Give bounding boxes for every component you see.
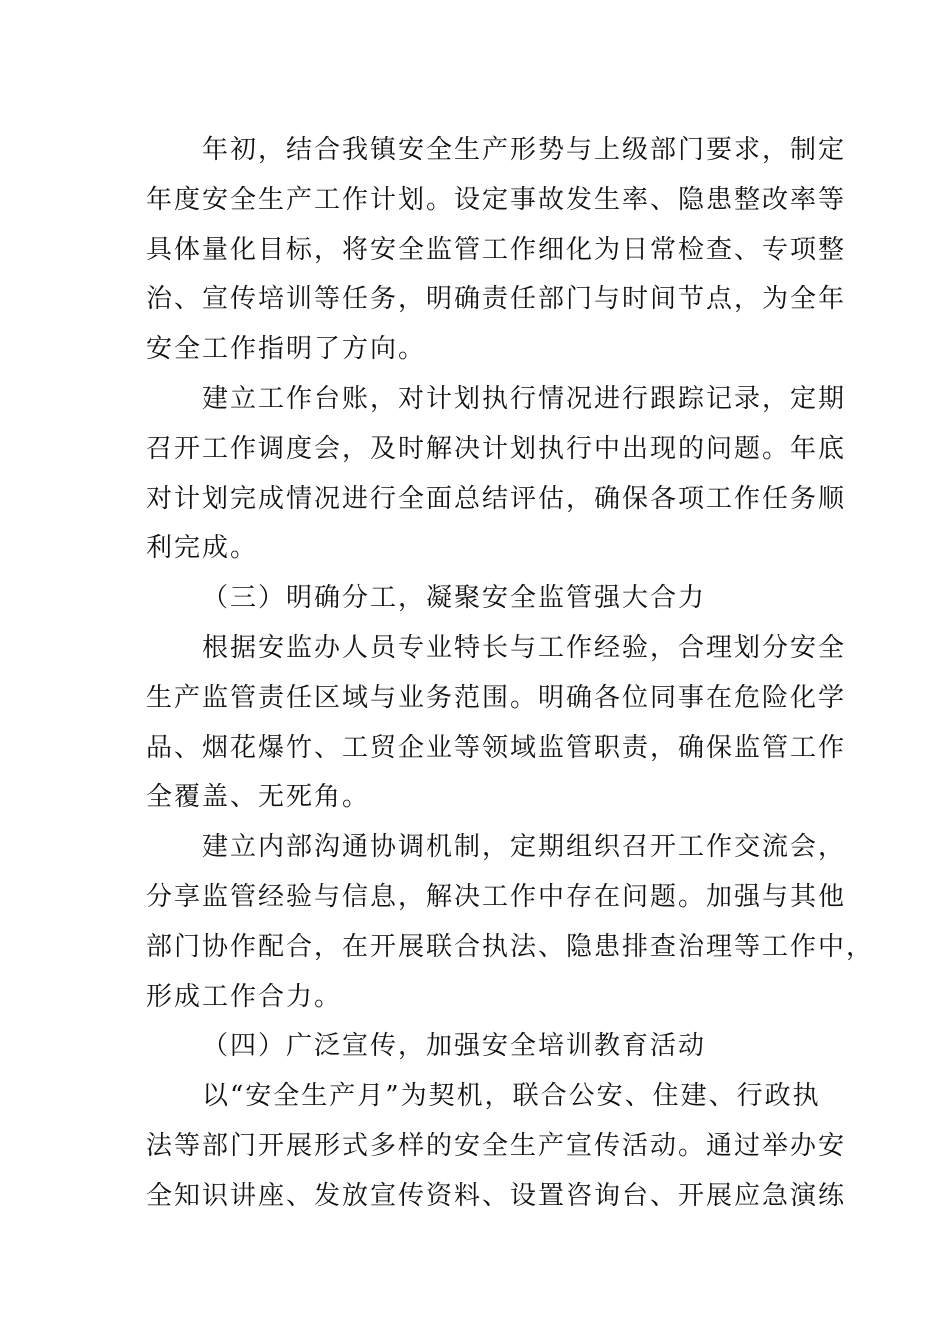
text-line: 对计划完成情况进行全面总结评估，确保各项工作任务顺	[146, 483, 847, 514]
text-line: 品、烟花爆竹、工贸企业等领域监管职责，确保监管工作	[146, 732, 847, 763]
text-line: 生产监管责任区域与业务范围。明确各位同事在危险化学	[146, 682, 847, 713]
text-line: 治、宣传培训等任务，明确责任部门与时间节点，为全年	[146, 284, 847, 315]
text-line: 部门协作配合，在开展联合执法、隐患排查治理等工作中，	[146, 931, 875, 962]
text-line: 安全工作指明了方向。	[146, 334, 427, 365]
text-line: 年初，结合我镇安全生产形势与上级部门要求，制定	[202, 135, 847, 165]
text-line: 召开工作调度会，及时解决计划执行中出现的问题。年底	[146, 433, 847, 464]
text-line: 形成工作合力。	[146, 981, 343, 1012]
text-line: 分享监管经验与信息，解决工作中存在问题。加强与其他	[146, 881, 847, 912]
text-line: 根据安监办人员专业特长与工作经验，合理划分安全	[202, 632, 847, 663]
paragraph-annual-plan	[146, 126, 847, 375]
text-line: 年度安全生产工作计划。设定事故发生率、隐患整改率等	[146, 184, 847, 215]
section-heading-4	[146, 1022, 806, 1072]
text-line: 以“安全生产月”为契机，联合公安、住建、行政执	[202, 1081, 821, 1112]
document-body	[146, 126, 875, 1222]
text-line: 利完成。	[146, 533, 259, 564]
text-line: 全覆盖、无死角。	[146, 782, 371, 813]
paragraph-publicity	[146, 1072, 847, 1221]
text-line: 具体量化目标，将安全监管工作细化为日常检查、专项整	[146, 234, 847, 265]
heading-text: （四）广泛宣传，加强安全培训教育活动	[202, 1031, 707, 1062]
text-line: 建立内部沟通协调机制，定期组织召开工作交流会，	[202, 832, 847, 863]
text-line: 全知识讲座、发放宣传资料、设置咨询台、开展应急演练	[146, 1180, 847, 1211]
paragraph-coordination	[146, 823, 875, 1022]
section-heading-3	[146, 574, 806, 624]
paragraph-division-of-labor	[146, 624, 847, 823]
text-line: 法等部门开展形式多样的安全生产宣传活动。通过举办安	[146, 1130, 847, 1161]
paragraph-work-ledger	[146, 375, 847, 574]
heading-text: （三）明确分工，凝聚安全监管强大合力	[202, 583, 707, 614]
text-line: 建立工作台账，对计划执行情况进行跟踪记录，定期	[202, 383, 847, 414]
